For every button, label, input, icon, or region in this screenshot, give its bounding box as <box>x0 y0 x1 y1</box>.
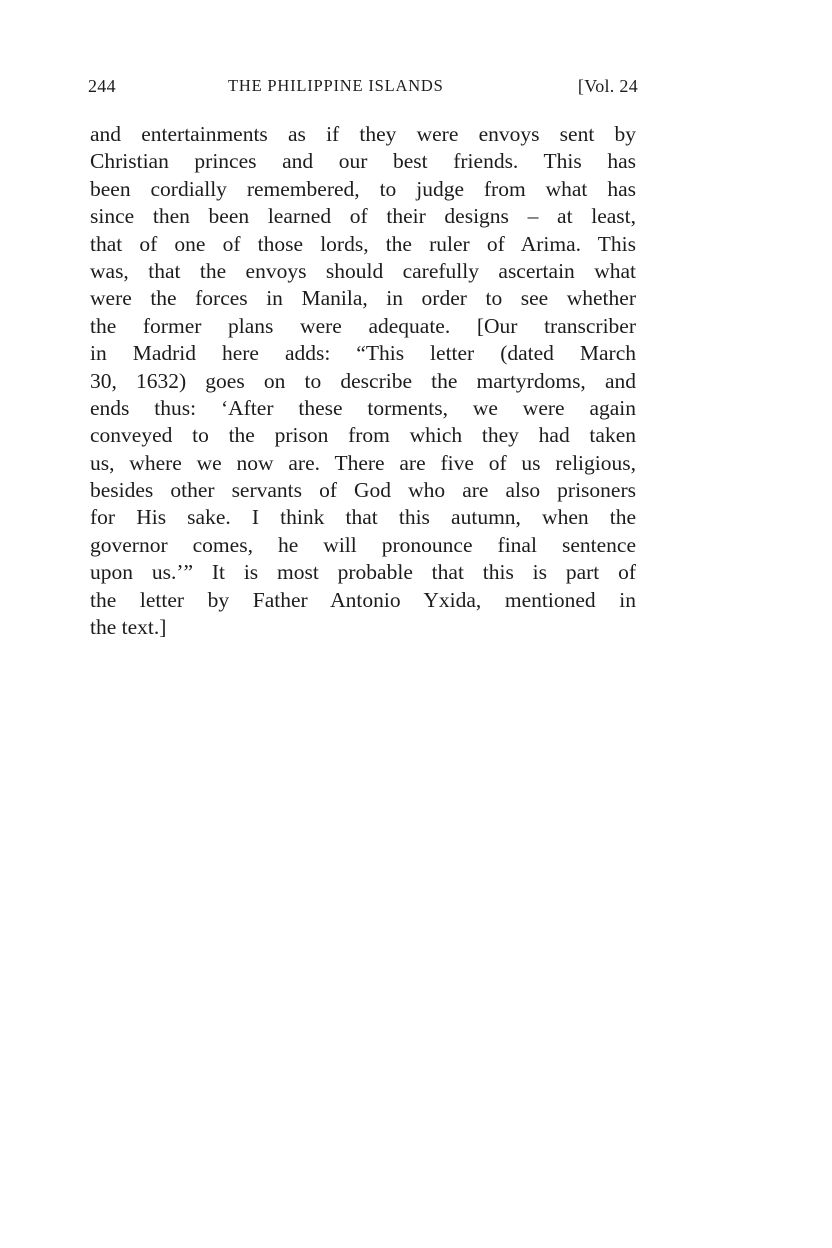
text-line: conveyed to the prison from which they had taken <box>90 423 636 448</box>
text-line: ends thus: ‘After these torments, we were again <box>90 395 636 420</box>
text-line: governor comes, he will pronounce final sentence <box>90 532 636 557</box>
text-line: was, that the envoys should carefully ascertain what <box>90 258 636 283</box>
text-line: the text.] <box>90 615 167 640</box>
text-line: since then been learned of their designs – at least, <box>90 204 636 229</box>
volume-reference: [Vol. 24 <box>577 76 638 96</box>
text-line: in Madrid here adds: “This letter (dated March <box>90 341 636 366</box>
text-line: Christian princes and our best friends. This has <box>90 149 636 174</box>
text-line: us, where we now are. There are five of us religious, <box>90 450 636 475</box>
page-header <box>88 76 638 104</box>
text-line: for His sake. I think that this autumn, when the <box>90 505 636 530</box>
text-line: been cordially remembered, to judge from what has <box>90 176 636 201</box>
body-text <box>90 121 636 641</box>
running-title: THE PHILIPPINE ISLANDS <box>228 76 444 95</box>
page-number: 244 <box>88 76 116 96</box>
text-line: and entertainments as if they were envoys sent by <box>90 122 636 146</box>
text-line: were the forces in Manila, in order to see whether <box>90 286 636 311</box>
text-line: that of one of those lords, the ruler of Arima. This <box>90 231 636 256</box>
text-line: upon us.’” It is most probable that this is part of <box>90 560 636 585</box>
text-line: the letter by Father Antonio Yxida, mentioned in <box>90 587 636 612</box>
text-line: 30, 1632) goes on to describe the martyrdoms, and <box>90 368 636 393</box>
text-line: the former plans were adequate. [Our transcriber <box>90 313 636 338</box>
text-line: besides other servants of God who are also prisoners <box>90 478 636 503</box>
